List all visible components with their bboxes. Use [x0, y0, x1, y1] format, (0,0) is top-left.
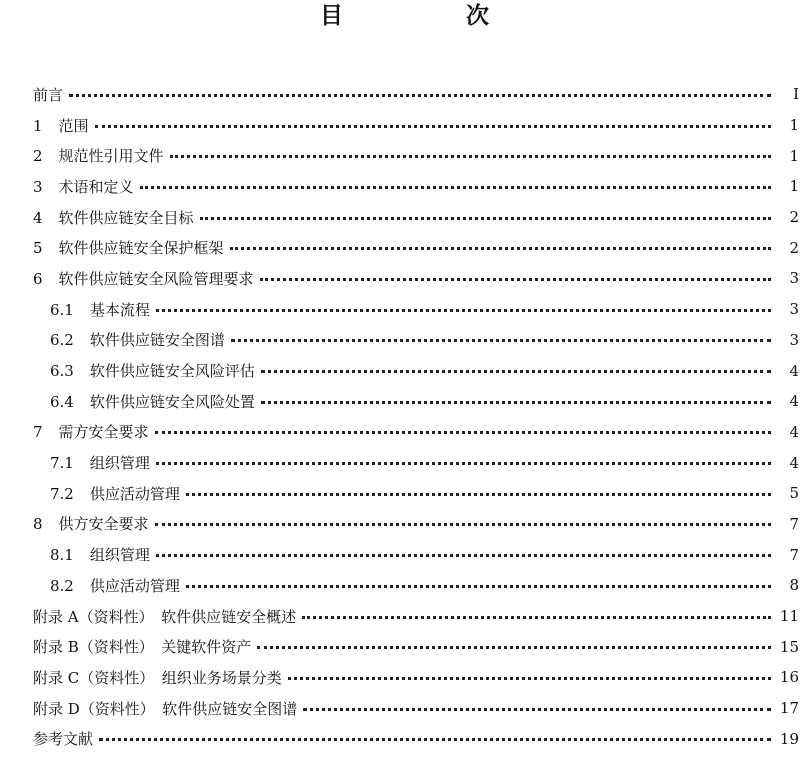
toc-entry-page-number: 7 [789, 514, 799, 533]
toc-entry-label [0, 728, 99, 749]
toc-entry[interactable] [0, 79, 809, 110]
toc-entry-number: 5 [33, 239, 43, 258]
toc-entry-label [0, 391, 261, 412]
toc-entry-text: 软件供应链安全图谱 [89, 331, 225, 350]
dot-leader [186, 493, 771, 496]
toc-entry-page-number: 1 [789, 177, 799, 196]
toc-entry-number: 7.1 [50, 454, 74, 473]
toc-entry-text: 附录 D（资料性） 软件供应链安全图谱 [33, 699, 298, 718]
toc-entry-number: 8 [33, 515, 43, 534]
toc-entry-text: 软件供应链安全风险评估 [89, 362, 255, 381]
toc-entry-page-number: 2 [789, 238, 799, 257]
toc-entry[interactable] [0, 570, 809, 601]
dot-leader [200, 217, 771, 220]
toc-title: 目 次 [320, 3, 539, 29]
toc-entry-text: 供方安全要求 [58, 515, 149, 534]
toc-entry-number: 3 [33, 177, 43, 196]
toc-entry-label [0, 606, 302, 627]
toc-entry-label [0, 636, 257, 657]
dot-leader [156, 309, 771, 312]
toc-entry-label [0, 698, 303, 719]
toc-entry[interactable] [0, 294, 809, 325]
toc-entry-number: 8.1 [50, 546, 74, 565]
dot-leader [99, 738, 771, 741]
toc-entry-label [0, 84, 69, 105]
dot-leader [303, 708, 771, 711]
dot-leader [288, 677, 771, 680]
toc-entry[interactable] [0, 325, 809, 356]
toc-entry[interactable] [0, 355, 809, 386]
toc-entry-number: 6.1 [50, 300, 74, 319]
toc-entry-label [0, 176, 140, 197]
toc-entry-text: 组织管理 [89, 454, 150, 473]
toc-entry-label [0, 667, 288, 688]
toc-entry-page-number: 1 [789, 146, 799, 165]
toc-entry-number: 4 [33, 208, 43, 227]
dot-leader [302, 616, 771, 619]
toc-entry[interactable] [0, 631, 809, 662]
toc-entry-page-number: 1 [789, 116, 799, 135]
table-of-contents [0, 79, 809, 754]
toc-entry-label [0, 145, 170, 166]
dot-leader [155, 431, 771, 434]
dot-leader [155, 523, 771, 526]
toc-entry-text: 软件供应链安全风险处置 [89, 392, 255, 411]
toc-entry-text: 基本流程 [89, 300, 150, 319]
toc-entry-page-number: 3 [789, 300, 799, 319]
toc-entry-page-number: 19 [779, 729, 799, 748]
toc-entry-label [0, 268, 260, 289]
toc-entry-number: 6.3 [50, 362, 74, 381]
toc-entry[interactable] [0, 447, 809, 478]
toc-entry-text: 供应活动管理 [89, 484, 180, 503]
toc-entry-text: 范围 [58, 116, 89, 135]
toc-entry-text: 附录 A（资料性） 软件供应链安全概述 [33, 607, 297, 626]
toc-entry-label [0, 115, 95, 136]
toc-entry-page-number: 4 [789, 361, 799, 380]
toc-entry-label [0, 513, 155, 534]
toc-entry-number: 6.2 [50, 331, 74, 350]
dot-leader [170, 155, 771, 158]
toc-entry[interactable] [0, 171, 809, 202]
toc-entry-text: 术语和定义 [58, 177, 134, 196]
dot-leader [231, 339, 771, 342]
toc-entry[interactable] [0, 263, 809, 294]
toc-entry-page-number: 4 [789, 453, 799, 472]
dot-leader [260, 278, 771, 281]
toc-entry[interactable] [0, 110, 809, 141]
toc-entry-label [0, 329, 231, 350]
toc-entry[interactable] [0, 417, 809, 448]
toc-entry-number: 7.2 [50, 484, 74, 503]
dot-leader [257, 646, 771, 649]
toc-entry-text: 软件供应链安全保护框架 [58, 239, 224, 258]
toc-entry[interactable] [0, 539, 809, 570]
toc-entry-number: 1 [33, 116, 43, 135]
dot-leader [261, 401, 771, 404]
toc-entry[interactable] [0, 232, 809, 263]
toc-entry-number: 6 [33, 269, 43, 288]
toc-entry-text: 附录 B（资料性） 关键软件资产 [33, 638, 252, 657]
toc-entry-number: 6.4 [50, 392, 74, 411]
toc-entry-text: 供应活动管理 [89, 576, 180, 595]
toc-entry-label [0, 575, 186, 596]
dot-leader [95, 125, 771, 128]
toc-entry[interactable] [0, 723, 809, 754]
toc-entry-page-number: 7 [789, 545, 799, 564]
toc-entry-label [0, 452, 156, 473]
toc-entry-label [0, 483, 186, 504]
toc-entry-page-number: 4 [789, 392, 799, 411]
toc-entry-page-number: 15 [779, 637, 799, 656]
dot-leader [156, 554, 771, 557]
toc-entry-number: 7 [33, 423, 43, 442]
toc-entry-text: 规范性引用文件 [58, 147, 164, 166]
dot-leader [69, 94, 771, 97]
dot-leader [261, 370, 771, 373]
toc-entry-text: 前言 [33, 85, 64, 104]
toc-entry[interactable] [0, 202, 809, 233]
toc-entry-text: 附录 C（资料性） 组织业务场景分类 [33, 668, 282, 687]
toc-entry-page-number: 3 [789, 330, 799, 349]
toc-entry[interactable] [0, 478, 809, 509]
toc-entry[interactable] [0, 386, 809, 417]
toc-entry-text: 组织管理 [89, 546, 150, 565]
toc-entry-label [0, 421, 155, 442]
toc-entry-page-number: 8 [789, 576, 799, 595]
toc-entry-label [0, 299, 156, 320]
toc-entry-text: 软件供应链安全风险管理要求 [58, 269, 254, 288]
toc-entry-label [0, 360, 261, 381]
toc-entry-page-number: 3 [789, 269, 799, 288]
toc-entry-number: 2 [33, 147, 43, 166]
toc-entry-page-number: 11 [779, 607, 799, 626]
toc-entry-label [0, 237, 230, 258]
toc-entry-page-number: 4 [789, 422, 799, 441]
dot-leader [186, 585, 771, 588]
toc-entry-page-number: I [793, 85, 799, 104]
toc-entry-text: 参考文献 [33, 730, 94, 749]
toc-entry-text: 需方安全要求 [58, 423, 149, 442]
toc-entry-page-number: 5 [789, 484, 799, 503]
dot-leader [140, 186, 771, 189]
toc-entry-number: 8.2 [50, 576, 74, 595]
dot-leader [230, 247, 771, 250]
toc-entry[interactable] [0, 509, 809, 540]
toc-entry-text: 软件供应链安全目标 [58, 208, 194, 227]
toc-entry-label [0, 544, 156, 565]
toc-entry-label [0, 207, 200, 228]
toc-entry[interactable] [0, 693, 809, 724]
toc-entry[interactable] [0, 601, 809, 632]
toc-entry-page-number: 17 [779, 699, 799, 718]
toc-entry[interactable] [0, 140, 809, 171]
toc-entry-page-number: 2 [789, 208, 799, 227]
toc-entry[interactable] [0, 662, 809, 693]
dot-leader [156, 462, 771, 465]
toc-entry-page-number: 16 [779, 668, 799, 687]
